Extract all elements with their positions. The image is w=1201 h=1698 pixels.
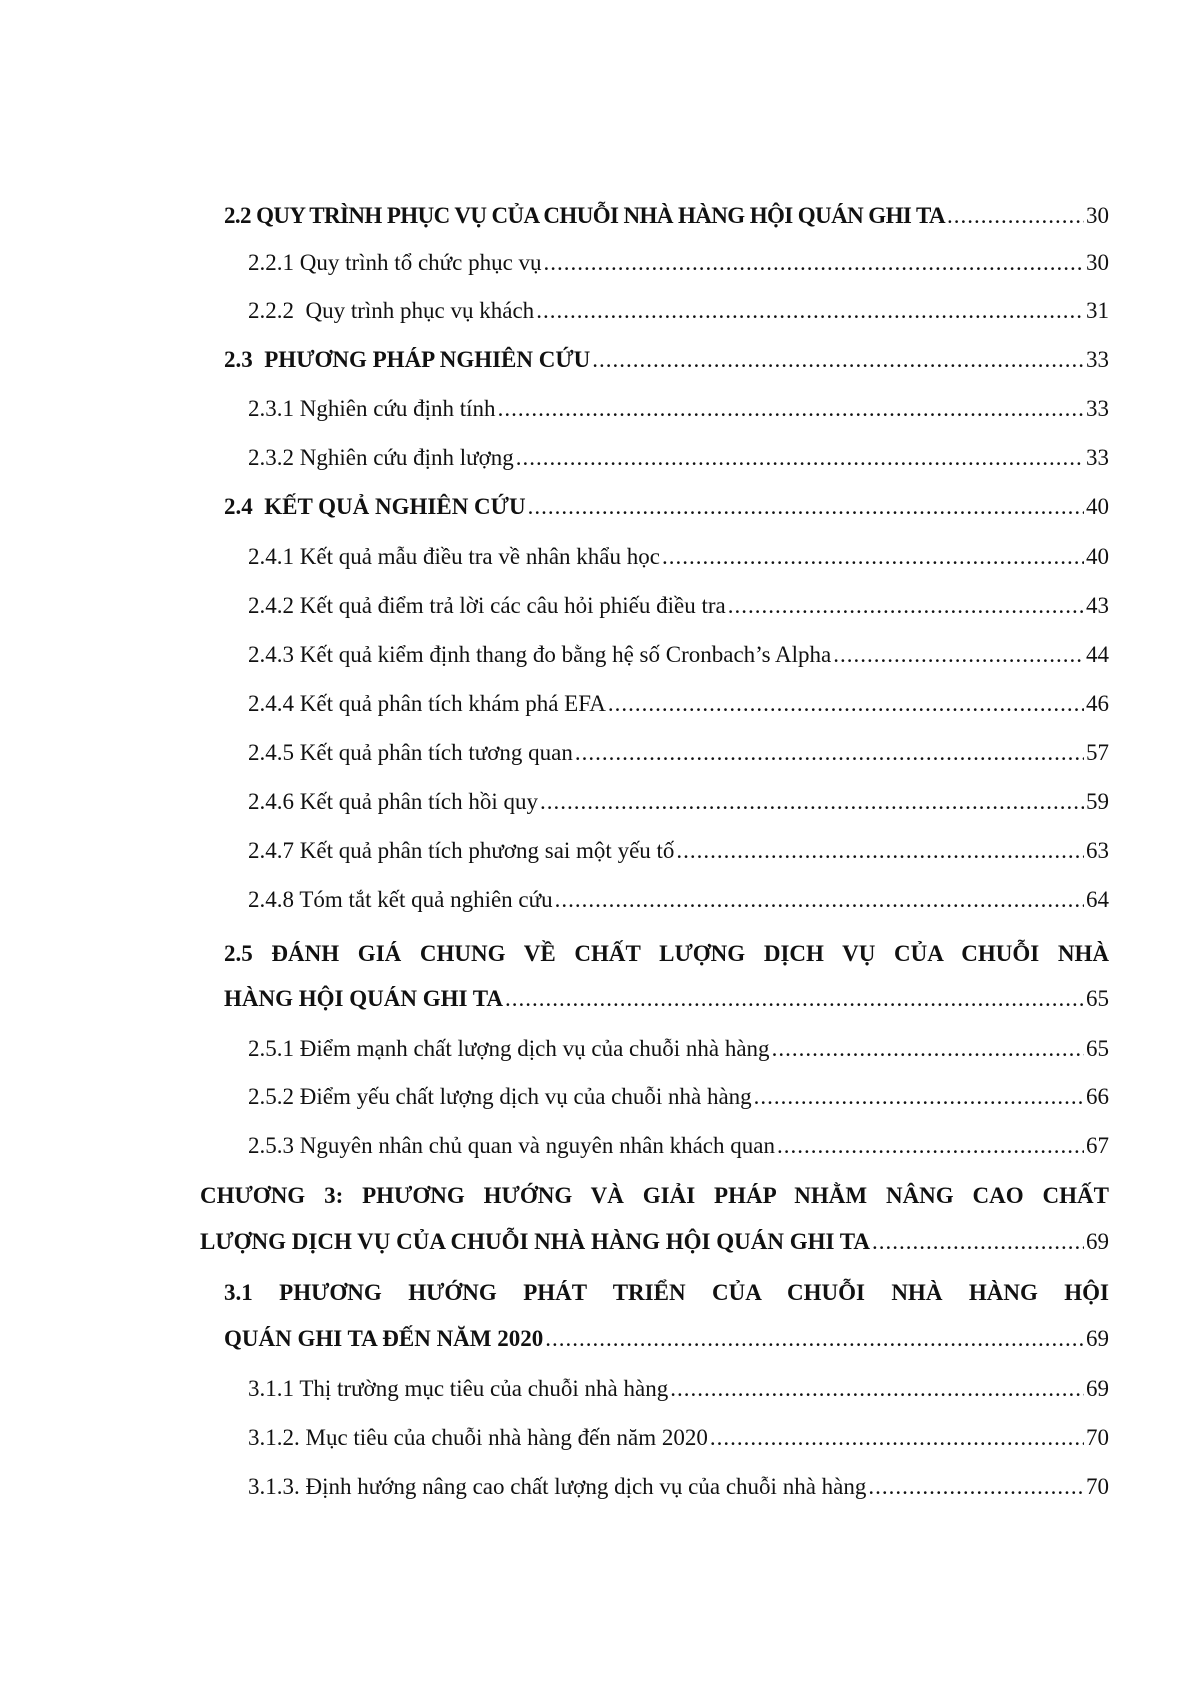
toc-entry-2-4-4[interactable] bbox=[248, 689, 1109, 719]
toc-page-number: 67 bbox=[1086, 1133, 1109, 1158]
toc-page-number: 70 bbox=[1086, 1474, 1109, 1499]
toc-page-number: 66 bbox=[1086, 1084, 1109, 1109]
toc-page-number: 69 bbox=[1086, 1376, 1109, 1401]
toc-page-number: 63 bbox=[1086, 838, 1109, 863]
toc-page-number: 33 bbox=[1086, 445, 1109, 470]
toc-entry-title: LƯỢNG DỊCH VỤ CỦA CHUỖI NHÀ HÀNG HỘI QUÁN GHI TA bbox=[200, 1229, 871, 1254]
toc-page-number: 30 bbox=[1086, 250, 1109, 275]
toc-entry-2-5[interactable] bbox=[224, 984, 1109, 1014]
toc-leader-dots bbox=[947, 201, 1084, 231]
toc-entry-2-2[interactable] bbox=[224, 201, 1109, 231]
toc-leader-dots bbox=[555, 885, 1084, 915]
toc-leader-dots bbox=[754, 1082, 1084, 1112]
toc-page-number: 40 bbox=[1086, 544, 1109, 569]
toc-leader-dots bbox=[608, 689, 1084, 719]
toc-leader-dots bbox=[592, 345, 1084, 375]
toc-page-number: 33 bbox=[1086, 347, 1109, 372]
toc-page-number: 33 bbox=[1086, 396, 1109, 421]
toc-entry-2-3[interactable] bbox=[224, 345, 1109, 375]
toc-entry-title: 3.1.1 Thị trường mục tiêu của chuỗi nhà hàng bbox=[248, 1376, 669, 1401]
toc-entry-title: 2.4 KẾT QUẢ NGHIÊN CỨU bbox=[224, 494, 526, 519]
toc-entry-title: 2.4.1 Kết quả mẫu điều tra về nhân khẩu học bbox=[248, 544, 660, 569]
toc-entry-2-3-1[interactable] bbox=[248, 394, 1109, 424]
toc-entry-2-4[interactable] bbox=[224, 492, 1109, 522]
toc-leader-dots bbox=[868, 1472, 1084, 1502]
toc-page-number: 65 bbox=[1086, 986, 1109, 1011]
toc-entry-title: 2.2 QUY TRÌNH PHỤC VỤ CỦA CHUỖI NHÀ HÀNG HỘI QUÁN GHI TA bbox=[224, 203, 945, 228]
toc-entry-title: 2.3 PHƯƠNG PHÁP NGHIÊN CỨU bbox=[224, 347, 591, 372]
toc-page-number: 40 bbox=[1086, 494, 1109, 519]
toc-entry-2-5-2[interactable] bbox=[248, 1082, 1109, 1112]
toc-entry-2-4-6[interactable] bbox=[248, 787, 1109, 817]
toc-page-number: 65 bbox=[1086, 1036, 1109, 1061]
toc-entry-2-5-line1[interactable]: 2.5 ĐÁNH GIÁ CHUNG VỀ CHẤT LƯỢNG DỊCH VỤ CỦA CHUỖI NHÀ bbox=[224, 941, 1109, 966]
toc-leader-dots bbox=[505, 984, 1084, 1014]
toc-leader-dots bbox=[545, 1324, 1084, 1354]
toc-page-number: 64 bbox=[1086, 887, 1109, 912]
toc-leader-dots bbox=[544, 248, 1084, 278]
toc-leader-dots bbox=[728, 591, 1084, 621]
toc-entry-title: 3.1.3. Định hướng nâng cao chất lượng dịch vụ của chuỗi nhà hàng bbox=[248, 1474, 867, 1499]
toc-entry-3-1-1[interactable] bbox=[248, 1374, 1109, 1404]
toc-page-number: 59 bbox=[1086, 789, 1109, 814]
toc-leader-dots bbox=[710, 1423, 1084, 1453]
toc-page-number: 44 bbox=[1086, 642, 1109, 667]
toc-entry-title: 2.4.5 Kết quả phân tích tương quan bbox=[248, 740, 573, 765]
toc-entry-title: 2.4.8 Tóm tắt kết quả nghiên cứu bbox=[248, 887, 553, 912]
toc-page-number: 46 bbox=[1086, 691, 1109, 716]
toc-page-number: 57 bbox=[1086, 740, 1109, 765]
toc-entry-title: 2.4.3 Kết quả kiểm định thang đo bằng hệ số Cronbach’s Alpha bbox=[248, 642, 832, 667]
toc-entry-chapter-3-line1[interactable]: CHƯƠNG 3: PHƯƠNG HƯỚNG VÀ GIẢI PHÁP NHẰM NÂNG CAO CHẤT bbox=[200, 1183, 1109, 1208]
toc-page-number: 69 bbox=[1086, 1326, 1109, 1351]
toc-leader-dots bbox=[872, 1227, 1084, 1257]
toc-leader-dots bbox=[498, 394, 1084, 424]
toc-entry-2-3-2[interactable] bbox=[248, 443, 1109, 473]
toc-entry-title: 2.4.6 Kết quả phân tích hồi quy bbox=[248, 789, 539, 814]
toc-entry-3-1-2[interactable] bbox=[248, 1423, 1109, 1453]
toc-entry-2-5-3[interactable] bbox=[248, 1131, 1109, 1161]
toc-leader-dots bbox=[516, 443, 1084, 473]
toc-entry-title: 2.3.2 Nghiên cứu định lượng bbox=[248, 445, 514, 470]
toc-leader-dots bbox=[575, 738, 1084, 768]
toc-entry-2-4-7[interactable] bbox=[248, 836, 1109, 866]
toc-entry-chapter-3[interactable] bbox=[200, 1227, 1109, 1257]
toc-entry-title: 2.4.2 Kết quả điểm trả lời các câu hỏi phiếu điều tra bbox=[248, 593, 726, 618]
toc-entry-3-1-line1[interactable]: 3.1 PHƯƠNG HƯỚNG PHÁT TRIỂN CỦA CHUỖI NHÀ HÀNG HỘI bbox=[224, 1280, 1109, 1305]
toc-page-number: 70 bbox=[1086, 1425, 1109, 1450]
toc-entry-2-2-2[interactable] bbox=[248, 296, 1109, 326]
toc-entry-title: QUÁN GHI TA ĐẾN NĂM 2020 bbox=[224, 1326, 544, 1351]
toc-leader-dots bbox=[833, 640, 1084, 670]
toc-entry-2-4-2[interactable] bbox=[248, 591, 1109, 621]
toc-entry-title: 2.5.1 Điểm mạnh chất lượng dịch vụ của chuỗi nhà hàng bbox=[248, 1036, 770, 1061]
toc-entry-title: 2.5.2 Điểm yếu chất lượng dịch vụ của chuỗi nhà hàng bbox=[248, 1084, 752, 1109]
toc-leader-dots bbox=[528, 492, 1084, 522]
toc-entry-title: 2.2.1 Quy trình tổ chức phục vụ bbox=[248, 250, 542, 275]
toc-entry-title: 2.4.7 Kết quả phân tích phương sai một yếu tố bbox=[248, 838, 675, 863]
toc-entry-title: 2.3.1 Nghiên cứu định tính bbox=[248, 396, 496, 421]
toc-page-number: 31 bbox=[1086, 298, 1109, 323]
toc-leader-dots bbox=[676, 836, 1084, 866]
toc-leader-dots bbox=[540, 787, 1084, 817]
toc-entry-2-2-1[interactable] bbox=[248, 248, 1109, 278]
toc-page-number: 69 bbox=[1086, 1229, 1109, 1254]
toc-entry-2-4-3[interactable] bbox=[248, 640, 1109, 670]
toc-entry-3-1-3[interactable] bbox=[248, 1472, 1109, 1502]
toc-page-number: 43 bbox=[1086, 593, 1109, 618]
toc-leader-dots bbox=[772, 1034, 1084, 1064]
toc-entry-2-4-8[interactable] bbox=[248, 885, 1109, 915]
toc-entry-2-4-1[interactable] bbox=[248, 542, 1109, 572]
toc-leader-dots bbox=[536, 296, 1084, 326]
toc-entry-title: 2.4.4 Kết quả phân tích khám phá EFA bbox=[248, 691, 606, 716]
toc-entry-2-5-1[interactable] bbox=[248, 1034, 1109, 1064]
toc-entry-title: HÀNG HỘI QUÁN GHI TA bbox=[224, 986, 504, 1011]
toc-leader-dots bbox=[662, 542, 1084, 572]
toc-entry-title: 2.2.2 Quy trình phục vụ khách bbox=[248, 298, 535, 323]
toc-entry-title: 2.5.3 Nguyên nhân chủ quan và nguyên nhân khách quan bbox=[248, 1133, 775, 1158]
toc-entry-3-1[interactable] bbox=[224, 1324, 1109, 1354]
toc-entry-title: 3.1.2. Mục tiêu của chuỗi nhà hàng đến năm 2020 bbox=[248, 1425, 708, 1450]
toc-page-number: 30 bbox=[1086, 203, 1109, 228]
toc-entry-2-4-5[interactable] bbox=[248, 738, 1109, 768]
toc-leader-dots bbox=[670, 1374, 1084, 1404]
toc-leader-dots bbox=[777, 1131, 1084, 1161]
